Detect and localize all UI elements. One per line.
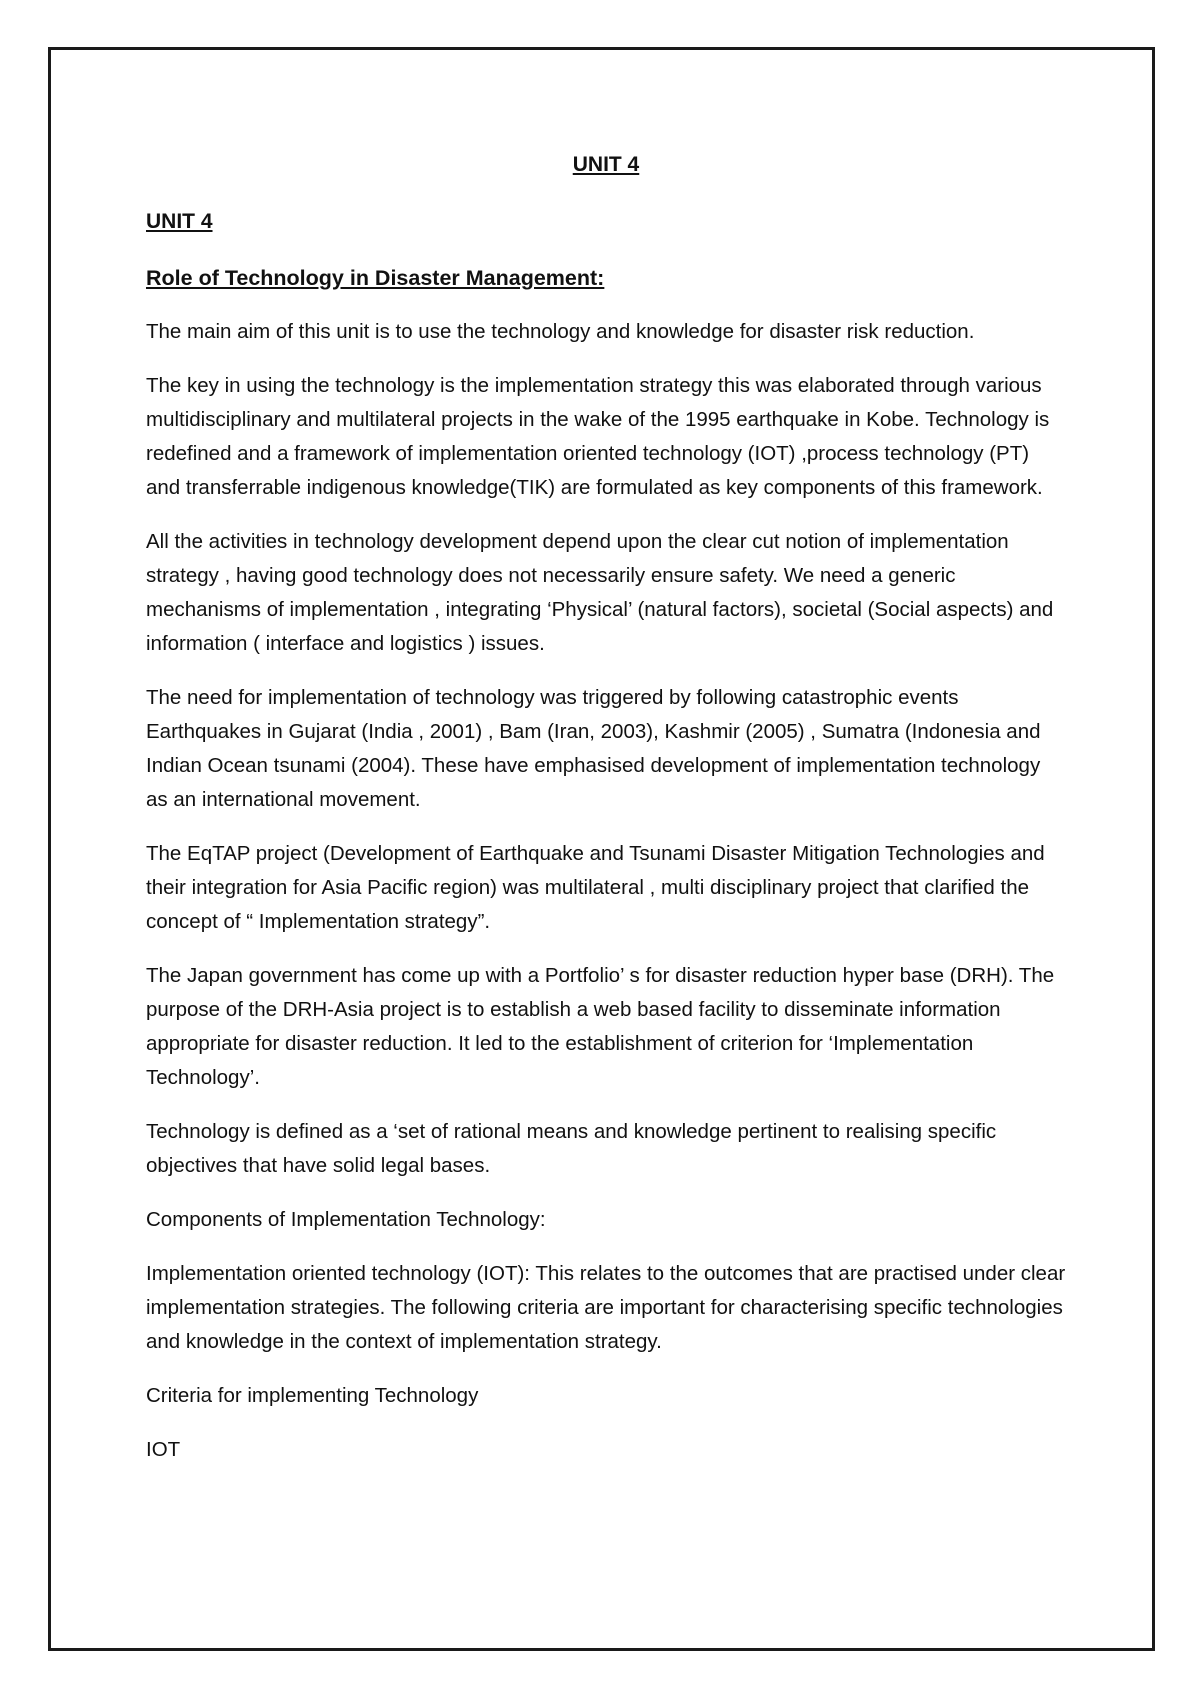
page-title: UNIT 4 <box>572 153 640 176</box>
document-body <box>146 148 1066 1487</box>
paragraph-need: The need for implementation of technology was triggered by following catastrophic events Earthquakes in Gujarat (India , 2001) , Bam (Iran, 2003), Kashmir (2005) , Sumatra (Indonesia and Indian Ocean tsunami (2004). These have emphasised development of implementation technology as an international movement. <box>146 686 1041 811</box>
unit-heading: UNIT 4 <box>146 210 213 233</box>
section-title: Role of Technology in Disaster Management: <box>146 266 605 290</box>
paragraph-japan-drh: The Japan government has come up with a Portfolio’ s for disaster reduction hyper base (DRH). The purpose of the DRH-Asia project is to establish a web based facility to disseminate information appropriate for disaster reduction. It led to the establishment of criterion for ‘Implementation Technology’. <box>146 964 1055 1089</box>
paragraph-components: Components of Implementation Technology: <box>146 1208 546 1231</box>
paragraph-iot-label: IOT <box>146 1438 181 1461</box>
paragraph-activities: All the activities in technology development depend upon the clear cut notion of implementation strategy , having good technology does not necessarily ensure safety. We need a generic mechanisms of implementation , integrating ‘Physical’ (natural factors), societal (Social aspects) and information ( interface and logistics ) issues. <box>146 530 1054 655</box>
paragraph-eqtap: The EqTAP project (Development of Earthquake and Tsunami Disaster Mitigation Technologies and their integration for Asia Pacific region) was multilateral , multi disciplinary project that clarified the concept of “ Implementation strategy”. <box>146 842 1045 933</box>
paragraph-criteria: Criteria for implementing Technology <box>146 1384 479 1407</box>
paragraph-aim: The main aim of this unit is to use the technology and knowledge for disaster risk reduction. <box>146 320 975 343</box>
paragraph-iot: Implementation oriented technology (IOT): This relates to the outcomes that are practised under clear implementation strategies. The following criteria are important for characterising specific technologies and knowledge in the context of implementation strategy. <box>146 1262 1066 1353</box>
paragraph-definition: Technology is defined as a ‘set of rational means and knowledge pertinent to realising specific objectives that have solid legal bases. <box>146 1120 997 1177</box>
paragraph-key-strategy: The key in using the technology is the implementation strategy this was elaborated through various multidisciplinary and multilateral projects in the wake of the 1995 earthquake in Kobe. Technology is redefined and a framework of implementation oriented technology (IOT) ,process technology (PT) and transferrable indigenous knowledge(TIK) are formulated as key components of this framework. <box>146 374 1050 499</box>
